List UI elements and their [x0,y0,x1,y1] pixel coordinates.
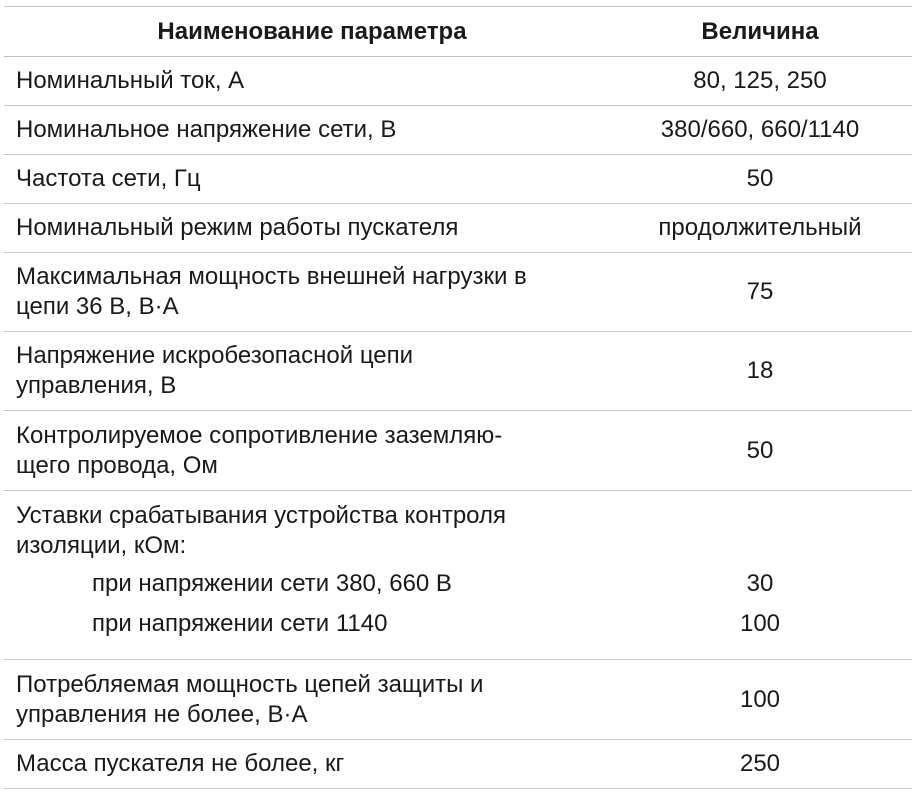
table-row [4,740,912,789]
param-line: управления, В [16,372,177,399]
param-line: изоляции, кОм: [16,532,187,559]
sub-value: 30 [746,570,774,597]
group-title [4,501,912,561]
param-cell [4,262,608,322]
table-row [4,57,912,106]
sub-param: при напряжении сети 1140 [92,610,388,637]
table-row [4,253,912,332]
value-cell: 380/660, 660/1140 [660,116,860,143]
value-cell: 18 [746,357,774,384]
sub-param: при напряжении сети 380, 660 В [92,570,452,597]
param-cell [4,341,608,401]
param-cell: Номинальный режим работы пускателя [16,214,459,241]
param-cell [4,501,608,561]
table-row [4,204,912,253]
param-line: управления не более, В·А [16,700,308,728]
header-value: Величина [701,17,819,45]
value-cell: 75 [746,278,774,305]
value-cell: 100 [739,685,781,713]
parameters-table [4,6,912,789]
header-param: Наименование параметра [157,17,467,45]
value-cell: продолжительный [658,214,862,241]
value-cell: 80, 125, 250 [693,67,827,94]
param-line: цепи 36 В, В·А [16,293,179,320]
sub-row [4,607,912,641]
value-cell: 250 [739,750,781,777]
param-line: Напряжение искробезопасной цепи [16,342,414,369]
value-cell: 50 [746,436,774,464]
param-cell: Масса пускателя не более, кг [16,750,345,777]
table-row [4,411,912,491]
param-line: Потребляемая мощность цепей защиты и [16,670,484,698]
sub-row [4,567,912,601]
table-row [4,332,912,411]
table-row [4,660,912,740]
table-row [4,155,912,204]
param-line: Максимальная мощность внешней нагрузки в [16,263,527,290]
param-line: щего провода, Ом [16,451,218,479]
param-cell: Номинальное напряжение сети, В [16,116,397,143]
value-cell: 50 [746,165,774,192]
table-row [4,491,912,660]
param-cell [4,421,608,481]
param-cell [4,670,608,730]
param-cell: Номинальный ток, А [16,67,245,94]
sub-value: 100 [739,610,781,637]
table-header [4,6,912,57]
param-line: Контролируемое сопротивление заземляю- [16,421,503,449]
table-row [4,106,912,155]
param-cell: Частота сети, Гц [16,165,201,192]
param-line: Уставки срабатывания устройства контроля [16,502,506,529]
